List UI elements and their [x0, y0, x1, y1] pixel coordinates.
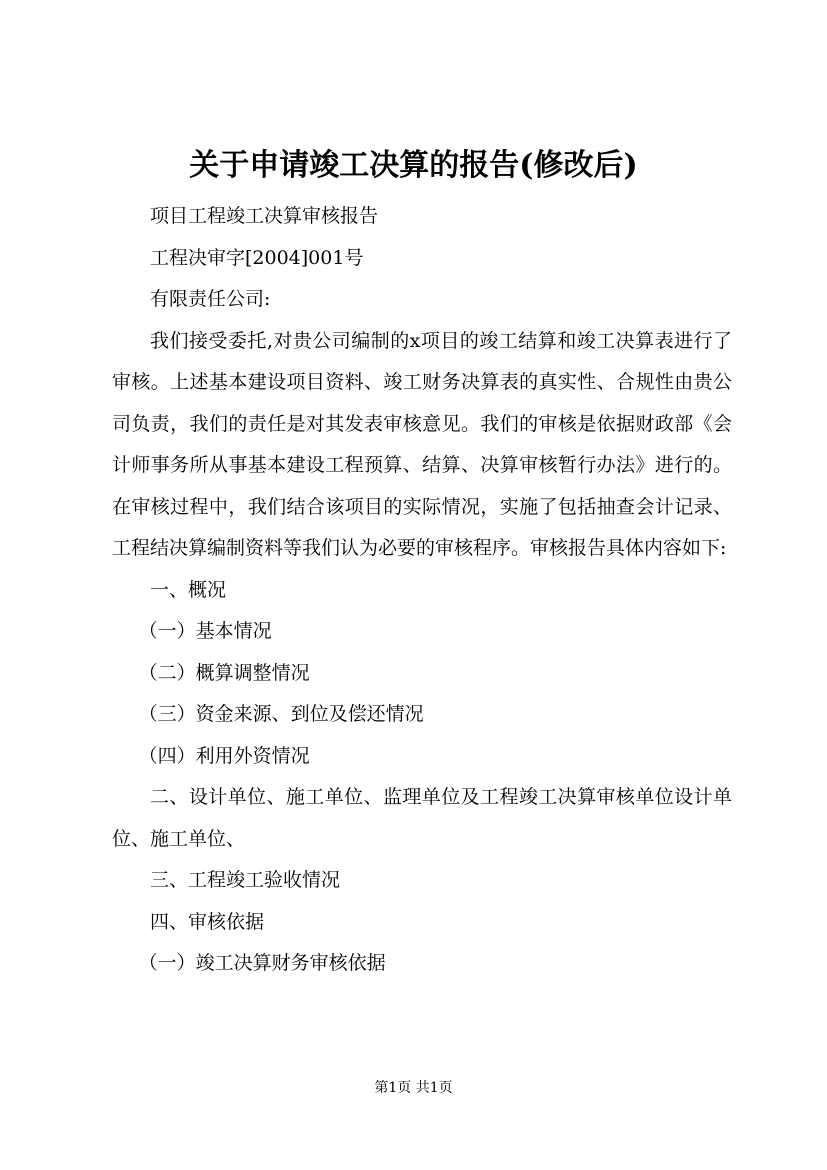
heading-acceptance: 三、工程竣工验收情况: [150, 869, 341, 891]
subheading-basic-situation: （一）基本情况: [138, 620, 272, 642]
subheading-budget-adjustment: （二）概算调整情况: [138, 661, 310, 684]
paragraph-addressee: 有限责任公司:: [150, 288, 271, 310]
document-body: [112, 196, 732, 985]
heading-audit-basis: 四、审核依据: [150, 910, 265, 933]
paragraph-report-name: 项目工程竣工决算审核报告: [150, 205, 379, 227]
subheading-fund-source: （三）资金来源、到位及偿还情况: [138, 703, 424, 725]
document-title: 关于申请竣工决算的报告(修改后): [189, 148, 638, 183]
paragraph-main-text: 我们接受委托,对贵公司编制的x项目的竣工结算和竣工决算表进行了审核。上述基本建设项目资料、竣工财务决算表的真实性、合规性由贵公司负责，我们的责任是对其发表审核意见。我们的审核是依据财政部《会计师事务所从事基本建设工程预算、结算、决算审核暂行办法》进行的。在审核过程中，我们结合该项目的实际情况，实施了包括抽查会计记录、工程结决算编制资料等我们认为必要的审核程序。审核报告具体内容如下:: [112, 329, 732, 559]
subheading-foreign-capital: （四）利用外资情况: [138, 744, 310, 767]
subheading-financial-audit-basis: （一）竣工决算财务审核依据: [138, 952, 386, 974]
heading-overview: 一、概况: [150, 578, 227, 601]
page-footer: 第1页 共1页: [374, 1080, 453, 1096]
paragraph-document-number: 工程决审字[2004]001号: [150, 246, 364, 269]
heading-units: 二、设计单位、施工单位、监理单位及工程竣工决算审核单位设计单位、施工单位、: [112, 786, 732, 850]
